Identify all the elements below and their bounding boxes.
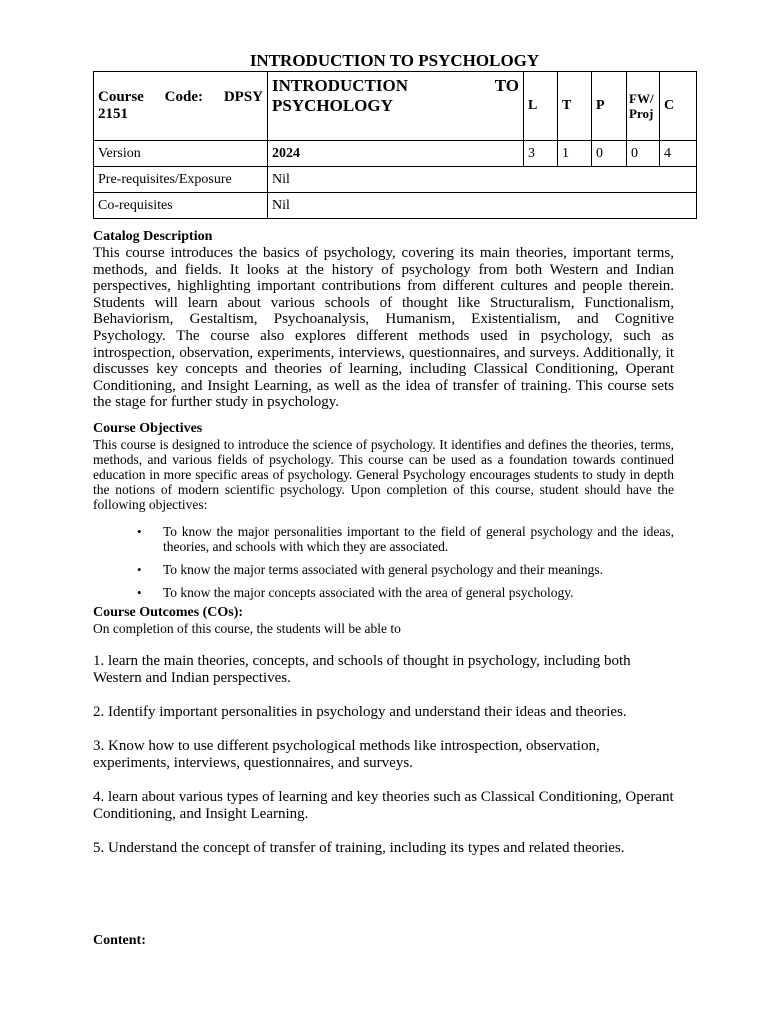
header-p: P	[592, 72, 627, 141]
version-row	[94, 141, 697, 167]
list-item	[93, 585, 674, 600]
objective-text: To know the major personalities important to the field of general psychology and the ideas, theories, and schools with which they are associated.	[163, 524, 674, 554]
course-code-line2: 2151	[98, 106, 128, 122]
corequisites-value: Nil	[268, 193, 697, 219]
course-name-cell	[268, 72, 524, 141]
version-label: Version	[94, 141, 268, 167]
catalog-heading: Catalog Description	[93, 229, 213, 244]
value-p: 0	[592, 141, 627, 167]
objective-text: To know the major terms associated with general psychology and their meanings.	[163, 562, 603, 577]
prerequisites-value: Nil	[268, 167, 697, 193]
course-name-word2: TO	[494, 76, 519, 95]
objective-text: To know the major concepts associated with the area of general psychology.	[163, 585, 574, 600]
outcomes-heading: Course Outcomes (COs):	[93, 605, 244, 620]
outcome-item: 2. Identify important personalities in psychology and understand their ideas and theories.	[93, 704, 627, 720]
value-l: 3	[524, 141, 558, 167]
outcome-item: 1. learn the main theories, concepts, and schools of thought in psychology, including both Western and Indian perspectives.	[93, 653, 631, 686]
course-name-word1: INTRODUCTION	[272, 76, 409, 95]
bullet-icon: •	[137, 562, 142, 577]
course-name-line2: PSYCHOLOGY	[272, 96, 393, 115]
list-item	[93, 524, 674, 554]
header-c: C	[660, 72, 697, 141]
header-t: T	[558, 72, 592, 141]
course-outcomes-section	[93, 605, 674, 636]
page-title: INTRODUCTION TO PSYCHOLOGY	[249, 51, 540, 70]
prerequisites-row	[94, 167, 697, 193]
catalog-text: This course introduces the basics of psychology, covering its main theories, important terms, methods, and fields. It looks at the history of psychology from both Western and Indian perspectives, highlighting important contributions from different cultures and people therein. Students will learn about various schools of thought like Structuralism, Functionalism, Behaviorism, Gestaltism, Psychoanalysis, Humanism, Existentialism, and Cognitive Psychology. The course also explores different methods used in psychology, such as introspection, observation, experiments, interviews, questionnaires, and surveys. Additionally, it discusses key concepts and theories of learning, including Classical Conditioning, Operant Conditioning, and Insight Learning, as well as the idea of transfer of training. This course sets the stage for further study in psychology.	[93, 245, 674, 411]
prerequisites-label: Pre-requisites/Exposure	[94, 167, 268, 193]
list-item	[93, 562, 674, 577]
course-code-cell	[94, 72, 268, 141]
bullet-icon: •	[137, 585, 142, 600]
header-fw-line1: FW/	[629, 91, 654, 106]
catalog-description-section	[93, 229, 674, 411]
course-code-line1: Course Code: DPSY	[98, 89, 263, 105]
bullet-icon: •	[137, 524, 142, 539]
header-fw-proj	[627, 72, 660, 141]
header-fw-line2: Proj	[629, 106, 654, 121]
objectives-list	[93, 524, 674, 600]
objectives-heading: Course Objectives	[93, 421, 203, 436]
value-c: 4	[660, 141, 697, 167]
version-value: 2024	[268, 141, 524, 167]
objectives-list-section	[93, 524, 674, 608]
value-t: 1	[558, 141, 592, 167]
course-info-table	[93, 71, 697, 219]
outcome-item: 4. learn about various types of learning and key theories such as Classical Conditioning, Operant Conditioning, and Insight Learning.	[93, 789, 674, 822]
corequisites-row	[94, 193, 697, 219]
outcome-item: 3. Know how to use different psychological methods like introspection, observation, experiments, interviews, questionnaires, and surveys.	[93, 738, 600, 771]
outcomes-intro: On completion of this course, the students will be able to	[93, 621, 401, 636]
content-heading: Content:	[93, 933, 146, 948]
outcome-item: 5. Understand the concept of transfer of training, including its types and related theories.	[93, 840, 625, 856]
value-fw-proj: 0	[627, 141, 660, 167]
table-header-row	[94, 72, 697, 141]
corequisites-label: Co-requisites	[94, 193, 268, 219]
course-objectives-section	[93, 421, 674, 512]
header-l: L	[524, 72, 558, 141]
outcomes-list	[93, 653, 674, 874]
objectives-text: This course is designed to introduce the science of psychology. It identifies and defines the theories, terms, methods, and various fields of psychology. This course can be used as a foundation towards continued education in more specific areas of psychology. General Psychology encourages students to study in depth the notions of modern scientific psychology. Upon completion of this course, student should have the following objectives:	[93, 437, 674, 512]
